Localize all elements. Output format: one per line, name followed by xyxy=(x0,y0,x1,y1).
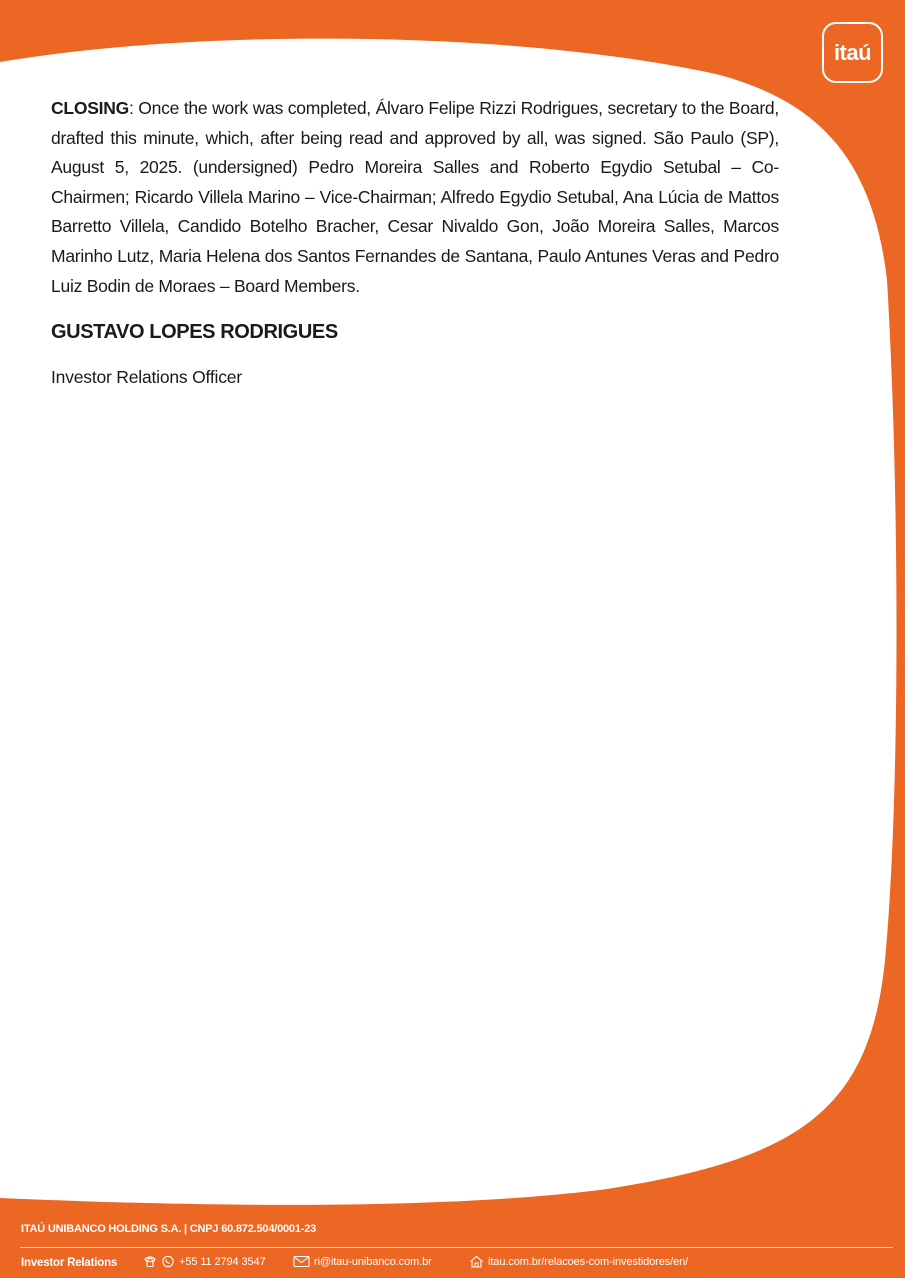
whatsapp-icon xyxy=(161,1255,175,1268)
website-link[interactable]: itau.com.br/relacoes-com-investidores/en/ xyxy=(488,1255,689,1268)
phone-icon xyxy=(143,1255,157,1268)
email-link[interactable]: ri@itau-unibanco.com.br xyxy=(314,1255,432,1268)
footer-divider xyxy=(20,1247,893,1248)
website-contact[interactable] xyxy=(469,1255,688,1268)
phone-number: +55 11 2794 3547 xyxy=(179,1255,266,1268)
investor-relations-label: Investor Relations xyxy=(21,1257,118,1269)
signer-name: GUSTAVO LOPES RODRIGUES xyxy=(51,321,338,344)
document-body xyxy=(51,94,779,389)
itau-logo: itaú xyxy=(822,22,883,83)
phone-contact[interactable] xyxy=(143,1255,266,1268)
closing-paragraph xyxy=(51,94,779,301)
closing-text: : Once the work was completed, Álvaro Felipe Rizzi Rodrigues, secretary to the Board, drafted this minute, which, after being read and approved by all, was signed. São Paulo (SP), August 5, 2025. (undersigned) Pedro Moreira Salles and Roberto Egydio Setubal – Co-Chairmen; Ricardo Villela Marino – Vice-Chairman; Alfredo Egydio Setubal, Ana Lúcia de Mattos Barretto Villela, Candido Botelho Bracher, Cesar Nivaldo Gon, João Moreira Salles, Marcos Marinho Lutz, Maria Helena dos Santos Fernandes de Santana, Paulo Antunes Veras and Pedro Luiz Bodin de Moraes – Board Members. xyxy=(51,98,779,296)
email-contact[interactable] xyxy=(293,1255,432,1268)
email-icon xyxy=(293,1255,310,1268)
home-icon xyxy=(469,1255,484,1268)
footer xyxy=(0,1216,905,1278)
closing-label: CLOSING xyxy=(51,98,129,118)
signer-title: Investor Relations Officer xyxy=(51,367,242,388)
company-info: ITAÚ UNIBANCO HOLDING S.A. | CNPJ 60.872.504/0001-23 xyxy=(21,1223,317,1235)
